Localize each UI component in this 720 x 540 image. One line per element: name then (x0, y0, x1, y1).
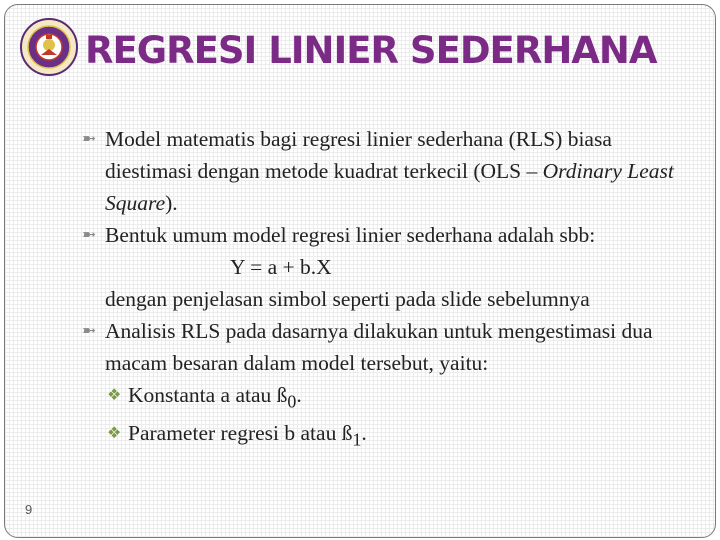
arrow-bullet-icon: ➼ (82, 321, 97, 341)
bullet-item (80, 219, 690, 251)
bullet-item (80, 123, 690, 219)
regression-formula: Y = a + b.X (230, 255, 332, 279)
slide-content (80, 123, 690, 456)
bullet-item (80, 315, 690, 379)
slide-title: REGRESI LINIER SEDERHANA (85, 29, 657, 72)
sub-bullet-text: Konstanta a atau $ß_0$. (128, 383, 302, 412)
sub-bullet-item (80, 417, 690, 455)
slide (4, 4, 716, 538)
bullet-text: Bentuk umum model regresi linier sederhana adalah sbb: (105, 223, 596, 247)
diamond-bullet-icon: ❖ (107, 385, 122, 404)
formula-explanation: dengan penjelasan simbol seperti pada slide sebelumnya (105, 287, 590, 311)
university-seal-icon (19, 17, 79, 77)
arrow-bullet-icon: ➼ (82, 129, 97, 149)
bullet-text: Analisis RLS pada dasarnya dilakukan untuk mengestimasi dua macam besaran dalam model tersebut, yaitu: (105, 319, 653, 375)
page-number: 9 (25, 502, 33, 517)
sub-bullet-text: Parameter regresi b atau $ß_1$. (128, 421, 367, 450)
arrow-bullet-icon: ➼ (82, 225, 97, 245)
bullet-text: Model matematis bagi regresi linier sederhana (RLS) biasa diestimasi dengan metode kuadrat terkecil (OLS – Ordinary Least Square). (105, 127, 674, 215)
diamond-bullet-icon: ❖ (107, 423, 122, 443)
university-logo (19, 17, 79, 77)
italic-term: Ordinary Least Square (105, 159, 674, 215)
sub-bullet-item (80, 379, 690, 417)
